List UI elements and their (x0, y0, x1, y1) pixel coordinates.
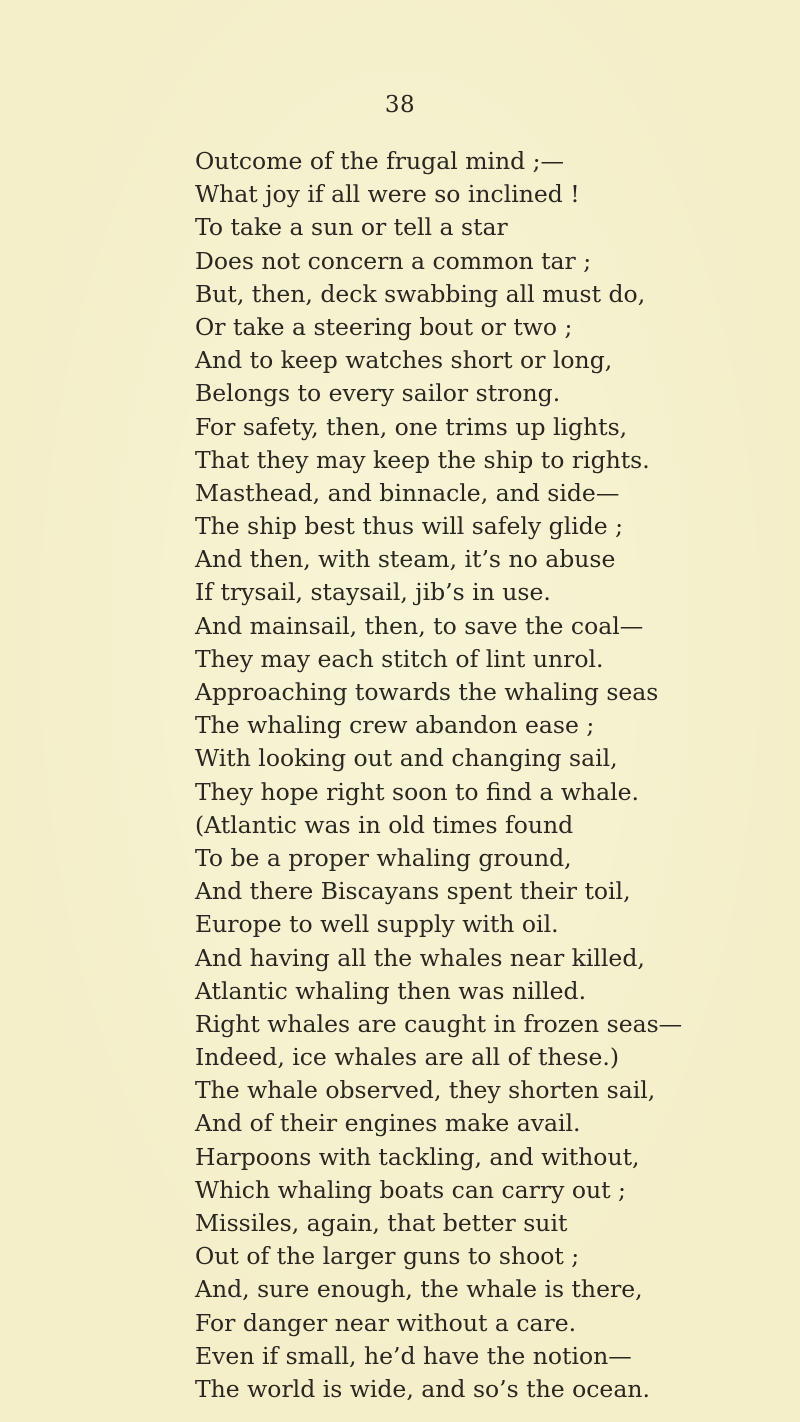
poem-line: To take a sun or tell a star (195, 213, 508, 242)
poem-line: Out of the larger guns to shoot ; (195, 1242, 580, 1271)
poem-line: That they may keep the ship to rights. (195, 445, 650, 474)
poem-line: The whaling crew abandon ease ; (195, 711, 595, 740)
poem-line: Right whales are caught in frozen seas— (195, 1009, 683, 1038)
poem-line: And there Biscayans spent their toil, (195, 877, 631, 906)
poem-line: And having all the whales near killed, (195, 943, 645, 972)
poem-line: For safety, then, one trims up lights, (195, 412, 628, 441)
poem-line: What joy if all were so inclined ! (195, 180, 580, 209)
poem-line: Even if small, he’d have the notion— (195, 1341, 632, 1370)
poem-line: And mainsail, then, to save the coal— (195, 611, 644, 640)
poem-line: The world is wide, and so’s the ocean. (195, 1374, 650, 1403)
poem-line: If trysail, staysail, jib’s in use. (195, 578, 551, 607)
poem-line: Missiles, again, that better suit (195, 1209, 568, 1237)
poem-line: Outcome of the frugal mind ;— (195, 147, 565, 175)
poem-line: For danger near without a care. (195, 1308, 577, 1337)
poem-line: With looking out and changing sail, (195, 744, 618, 773)
poem-line: Or take a steering bout or two ; (195, 312, 573, 341)
poem-line: But, then, deck swabbing all must do, (195, 279, 646, 308)
poem-line: Masthead, and binnacle, and side— (195, 478, 620, 507)
poem-line: (Atlantic was in old times found (195, 810, 574, 839)
poem-line: Approaching towards the whaling seas (195, 678, 659, 706)
poem-line: Which whaling boats can carry out ; (195, 1175, 626, 1204)
poem-line: Europe to well supply with oil. (195, 910, 559, 939)
poem-line: Belongs to every sailor strong. (195, 379, 561, 408)
poem-line: And then, with steam, it’s no abuse (195, 545, 616, 574)
poem-line: They hope right soon to find a whale. (195, 777, 639, 806)
poem-line: And, sure enough, the whale is there, (195, 1275, 643, 1304)
poem-line: The whale observed, they shorten sail, (195, 1076, 656, 1105)
poem-line: And to keep watches short or long, (195, 346, 613, 375)
poem-line: Indeed, ice whales are all of these.) (195, 1043, 620, 1072)
poem-line: The ship best thus will safely glide ; (195, 512, 624, 541)
poem-line: And of their engines make avail. (195, 1109, 581, 1138)
poem-line: They may each stitch of lint unrol. (195, 644, 604, 673)
poem-line: Does not concern a common tar ; (195, 246, 592, 275)
poem-line: Atlantic whaling then was nilled. (195, 976, 587, 1005)
poem-text (195, 145, 795, 1406)
poem-line: To be a proper whaling ground, (195, 843, 572, 872)
poem-line: Harpoons with tackling, and without, (195, 1142, 640, 1171)
page-number: 38 (384, 92, 416, 118)
